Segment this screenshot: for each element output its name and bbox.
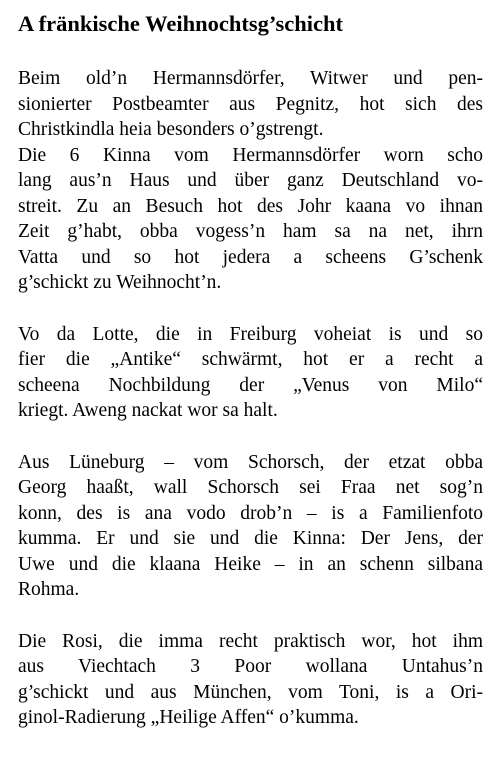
text-line: Vatta und so hot jedera a scheens G’schenk bbox=[18, 246, 483, 268]
text-line: Vo da Lotte, die in Freiburg voheiat is und so bbox=[18, 323, 483, 345]
text-line: Die 6 Kinna vom Hermannsdörfer worn scho bbox=[18, 144, 483, 166]
text-line: Christkindla heia besonders o’gstrengt. bbox=[18, 119, 324, 140]
text-line: scheena Nochbildung der „Venus von Milo“ bbox=[18, 374, 483, 396]
text-line: streit. Zu an Besuch hot des Johr kaana vo ihnan bbox=[18, 195, 483, 217]
text-line: Zeit g’habt, obba vogess’n ham sa na net, ihrn bbox=[18, 221, 483, 242]
text-line: Aus Lüneburg – vom Schorsch, der etzat obba bbox=[18, 451, 483, 473]
text-line: g’schickt zu Weihnocht’n. bbox=[18, 272, 222, 293]
text-line: kumma. Er und sie und die Kinna: Der Jens, der bbox=[18, 528, 483, 549]
text-line: aus Viechtach 3 Poor wollana Untahus’n bbox=[18, 656, 483, 677]
paragraph-3 bbox=[18, 450, 483, 603]
text-line: sionierter Postbeamter aus Pegnitz, hot sich des bbox=[18, 93, 483, 115]
text-line: g’schickt und aus München, vom Toni, is a Ori- bbox=[18, 681, 483, 703]
text-line: Beim old’n Hermannsdörfer, Witwer und pen- bbox=[18, 68, 483, 89]
text-line: Georg haaßt, wall Schorsch sei Fraa net sog’n bbox=[18, 477, 483, 498]
text-line: Die Rosi, die imma recht praktisch wor, hot ihm bbox=[18, 630, 483, 652]
text-line: Uwe und die klaana Heike – in an schenn silbana bbox=[18, 553, 483, 575]
text-line: fier die „Antike“ schwärmt, hot er a recht a bbox=[18, 349, 483, 370]
paragraph-2 bbox=[18, 322, 483, 424]
text-line: konn, des is ana vodo drob’n – is a Familienfoto bbox=[18, 502, 483, 524]
paragraph-1 bbox=[18, 66, 483, 296]
text-line: lang aus’n Haus und über ganz Deutschland vo- bbox=[18, 170, 483, 191]
document-title: A fränkische Weihnochtsg’schicht bbox=[18, 11, 344, 36]
text-line: ginol-Radierung „Heilige Affen“ o’kumma. bbox=[18, 707, 359, 728]
text-line: Rohma. bbox=[18, 579, 80, 600]
paragraph-4 bbox=[18, 629, 483, 731]
text-line: kriegt. Aweng nackat wor sa halt. bbox=[18, 400, 278, 421]
